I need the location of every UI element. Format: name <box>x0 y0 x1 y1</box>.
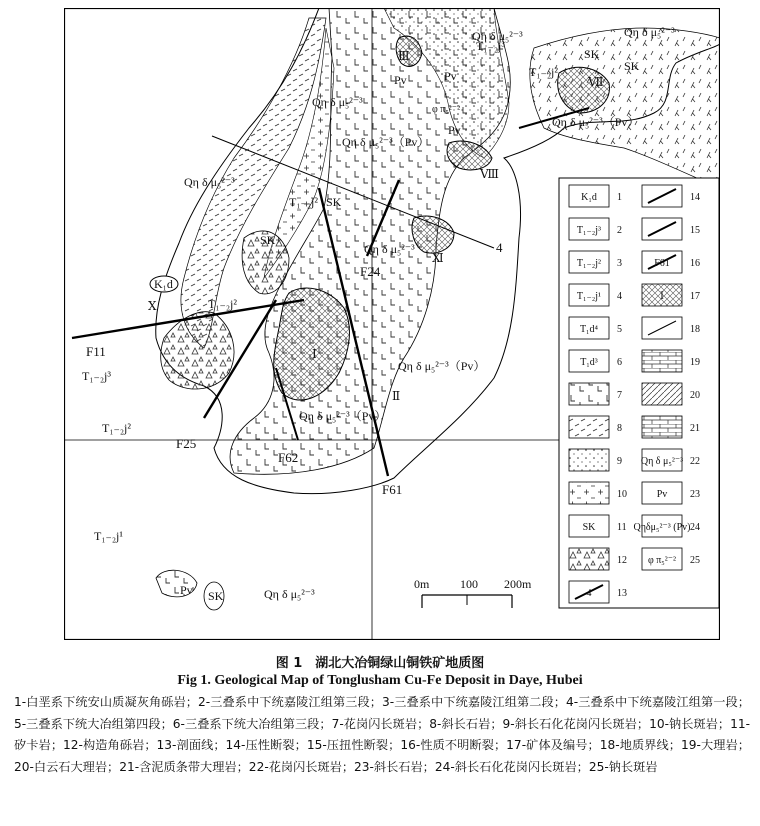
legend-swatch-21 <box>642 416 682 438</box>
legend-number-24: 24 <box>690 522 700 533</box>
legend-number-4: 4 <box>617 291 622 302</box>
scale-tick-100: 100 <box>460 577 478 591</box>
legend-swatch-9 <box>569 449 609 471</box>
scale-bar <box>414 577 532 608</box>
legend-number-15: 15 <box>690 225 700 236</box>
label-sk-e: SK <box>208 589 224 603</box>
legend-label-6: T₁d³ <box>580 357 598 368</box>
legend-number-21: 21 <box>690 423 700 434</box>
legend-number-23: 23 <box>690 489 700 500</box>
label-sk-b: SK <box>624 59 640 73</box>
legend-label-25: φ π₅²⁻² <box>647 555 677 566</box>
legend-number-10: 10 <box>617 489 627 500</box>
legend-number-25: 25 <box>690 555 700 566</box>
label-phi-pi: φ π₅²⁻² <box>432 104 461 115</box>
legend-number-13: 13 <box>617 588 627 599</box>
label-t12j2-c: T₁₋₂j² <box>208 297 237 311</box>
legend-label-3: T₁₋₂j² <box>576 258 602 269</box>
legend-swatch-10 <box>569 482 609 504</box>
legend-swatch-7 <box>569 383 609 405</box>
label-pv-d: Pv <box>180 583 193 597</box>
geological-map <box>64 8 720 640</box>
label-qn-b: Qη δ μ₅²⁻³ <box>472 29 523 43</box>
legend-label-16: F61 <box>654 258 670 269</box>
legend-description <box>14 692 750 778</box>
label-fault-f25: F25 <box>176 436 197 451</box>
label-t12j3-top: T₁₋₂j³ <box>476 39 505 53</box>
legend-number-1: 1 <box>617 192 622 203</box>
label-ore-11: Ⅺ <box>432 251 444 265</box>
right-top-zone <box>530 28 720 188</box>
label-ore-7: Ⅶ <box>588 75 604 89</box>
label-qn-pv4: Qη δ μ₅²⁻³（Pv） <box>299 409 387 423</box>
label-qn-pv2: Qη δ μ₅²⁻³（Pv） <box>552 115 640 129</box>
label-ore-1: Ⅰ <box>312 347 317 361</box>
label-qn-bottom: Qη δ μ₅²⁻³ <box>264 587 315 601</box>
label-qn-c: Qη δ μ₅²⁻³ <box>624 25 675 39</box>
label-ore-10: Ⅹ <box>148 299 157 313</box>
legend-number-7: 7 <box>617 390 622 401</box>
legend-label-5: T₁d⁴ <box>579 324 599 335</box>
label-t12j3-left: T₁₋₂j³ <box>82 369 111 383</box>
legend-number-3: 3 <box>617 258 622 269</box>
caption-cn: 图 1 湖北大冶铜绿山铜铁矿地质图 <box>275 656 485 671</box>
label-fault-f11: F11 <box>86 344 106 359</box>
legend-label-4: T₁₋₂j¹ <box>576 291 602 302</box>
label-qn-pv1: Qη δ μ₅²⁻³（Pv） <box>342 135 430 149</box>
label-qn-d: Qη δ μ₅²⁻³ <box>312 95 363 109</box>
label-pv-c: Pv <box>448 123 461 137</box>
label-pv-b: Pv <box>444 69 457 83</box>
label-kd: K₁d <box>154 277 173 291</box>
scale-tick-0: 0m <box>414 577 430 591</box>
legend-label-13: 4 <box>586 588 592 599</box>
label-qn-pv3: Qη δ μ₅²⁻³（Pv） <box>398 359 486 373</box>
label-t12j2-b: T₁₋₂j² <box>289 195 318 209</box>
label-ore-8: Ⅷ <box>480 167 499 181</box>
label-fault-f24: F24 <box>360 264 381 279</box>
legend-number-20: 20 <box>690 390 700 401</box>
legend-number-8: 8 <box>617 423 622 434</box>
legend-swatch-8 <box>569 416 609 438</box>
ore-body-11 <box>412 216 454 253</box>
legend-number-12: 12 <box>617 555 627 566</box>
legend-label-1: K₁d <box>581 192 597 203</box>
label-fault-f62: F62 <box>278 450 299 465</box>
label-fault-f61: F61 <box>382 482 403 497</box>
legend-swatch-20 <box>642 383 682 405</box>
legend-number-22: 22 <box>690 456 700 467</box>
legend-swatch-12 <box>569 548 609 570</box>
label-section-4: 4 <box>496 240 503 255</box>
map-legend <box>559 178 719 608</box>
label-sk-c: SK <box>326 195 342 209</box>
scale-tick-200: 200m <box>504 577 532 591</box>
label-qn-f24: Qη δ μ₅²⁻³ <box>364 242 415 256</box>
legend-label-2: T₁₋₂j³ <box>576 225 602 236</box>
legend-number-9: 9 <box>617 456 622 467</box>
legend-label-17: Ⅰ <box>660 291 664 302</box>
label-qn-a: Qη δ μ₅²⁻³ <box>184 175 235 189</box>
legend-number-14: 14 <box>690 192 700 203</box>
label-pv-a: Pv <box>394 73 407 87</box>
label-t12j1: T₁₋₂j¹ <box>94 529 123 543</box>
label-sk-d: SK <box>260 233 276 247</box>
caption-en: Fig 1. Geological Map of Tonglusham Cu-Fe Deposit in Daye, Hubei <box>177 673 583 688</box>
legend-number-19: 19 <box>690 357 700 368</box>
legend-description-text: 1-白垩系下统安山质凝灰角砾岩；2-三叠系中下统嘉陵江组第三段；3-三叠系中下统嘉陵江组第二段；4-三叠系中下统嘉陵江组第一段；5-三叠系下统大冶组第四段；6-三叠系下统大冶组第三段；7-花岗闪长斑岩；8-斜长石岩；9-斜长石化花岗闪长斑岩；10-钠长斑岩；11-矽卡岩；12-构造角砾岩；13-剖面线；14-压性断裂；15-压扭性断裂；16-性质不明断裂；17-矿体及编号；18-地质界线；19-大理岩；20-白云石大理岩；21-含泥质条带大理岩；22-花岗闪长斑岩；23-斜长石岩；24-斜长石化花岗闪长斑岩；25-钠长斑岩 <box>14 695 750 774</box>
legend-number-18: 18 <box>690 324 700 335</box>
label-t12j2-a: T₁₋₂j² <box>102 421 131 435</box>
legend-number-16: 16 <box>690 258 700 269</box>
legend-label-22: Qη δ μ₅²⁻³ <box>640 456 684 467</box>
legend-number-5: 5 <box>617 324 622 335</box>
legend-label-23: Pv <box>656 489 668 500</box>
legend-number-2: 2 <box>617 225 622 236</box>
breccia-zone <box>161 312 234 389</box>
label-t12j2-d: T₁₋₂j² <box>529 65 558 79</box>
legend-number-11: 11 <box>617 522 627 533</box>
legend-number-17: 17 <box>690 291 700 302</box>
legend-swatch-19 <box>642 350 682 372</box>
label-ore-2: Ⅱ <box>392 389 401 403</box>
legend-label-11: SK <box>582 522 596 533</box>
label-ore-3: Ⅲ <box>398 49 410 63</box>
label-sk-a: SK <box>584 47 600 61</box>
legend-label-24: Qηδμ₅²⁻³ (Pv) <box>633 522 691 533</box>
legend-number-6: 6 <box>617 357 622 368</box>
